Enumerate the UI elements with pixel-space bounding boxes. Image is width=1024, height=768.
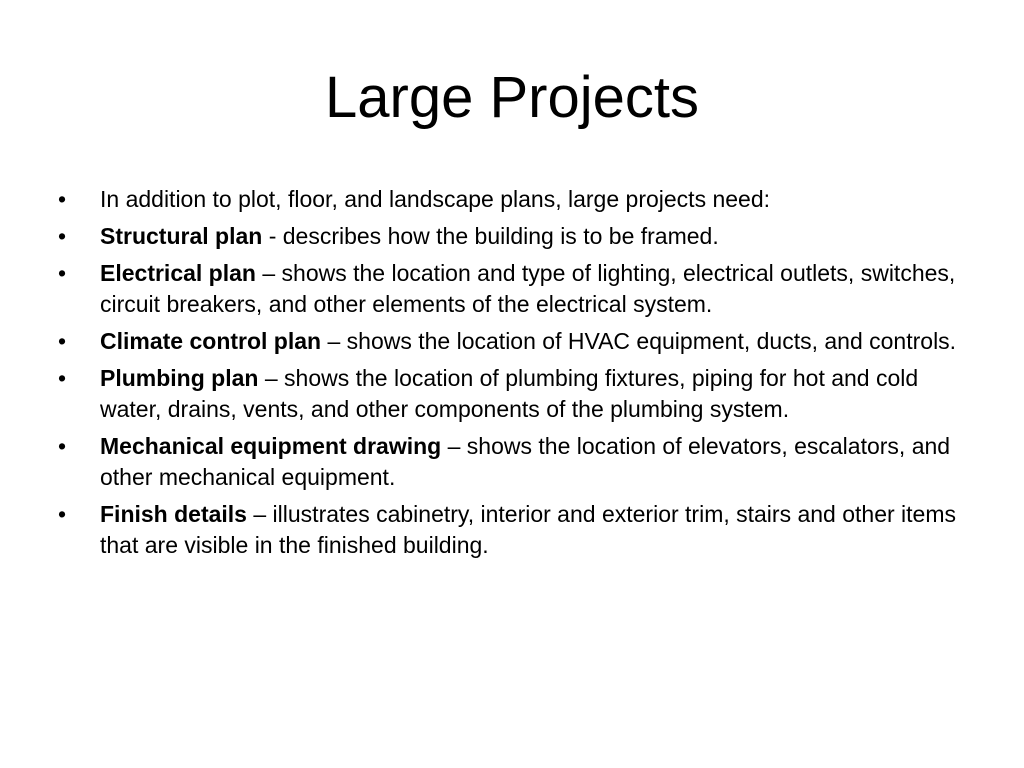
bullet-item-plumbing-plan [56,363,966,425]
bullet-text: – shows the location and type of lighting, electrical outlets, switches, circuit breakers, and other elements of the electrical system. [100,260,956,317]
bullet-dot-icon: • [58,328,67,354]
bullet-list [56,184,966,567]
bullet-dot-icon: • [58,223,67,249]
bullet-dot-icon: • [58,186,67,212]
bullet-item-intro [56,184,966,215]
bullet-item-electrical-plan [56,258,966,320]
slide-title: Large Projects [325,65,699,130]
bullet-dot-icon: • [58,433,67,459]
bullet-item-mechanical-equipment-drawing [56,431,966,493]
bullet-term: Plumbing plan [100,365,259,391]
bullet-term: Climate control plan [100,328,322,354]
bullet-item-finish-details [56,499,966,561]
bullet-text: – shows the location of HVAC equipment, ducts, and controls. [321,328,957,354]
bullet-text: In addition to plot, floor, and landscape plans, large projects need: [100,186,771,212]
bullet-text: – illustrates cabinetry, interior and exterior trim, stairs and other items that are visible in the finished building. [100,501,956,558]
bullet-dot-icon: • [58,260,67,286]
bullet-text: - describes how the building is to be framed. [262,223,719,249]
bullet-term: Structural plan [100,223,263,249]
bullet-dot-icon: • [58,501,67,527]
bullet-text: – shows the location of elevators, escalators, and other mechanical equipment. [100,433,951,490]
bullet-term: Finish details [100,501,247,527]
bullet-item-structural-plan [56,221,966,252]
bullet-term: Mechanical equipment drawing [100,433,442,459]
bullet-term: Electrical plan [100,260,256,286]
bullet-item-climate-control-plan [56,326,966,357]
bullet-dot-icon: • [58,365,67,391]
bullet-text: – shows the location of plumbing fixtures, piping for hot and cold water, drains, vents, and other components of the plumbing system. [100,365,919,422]
